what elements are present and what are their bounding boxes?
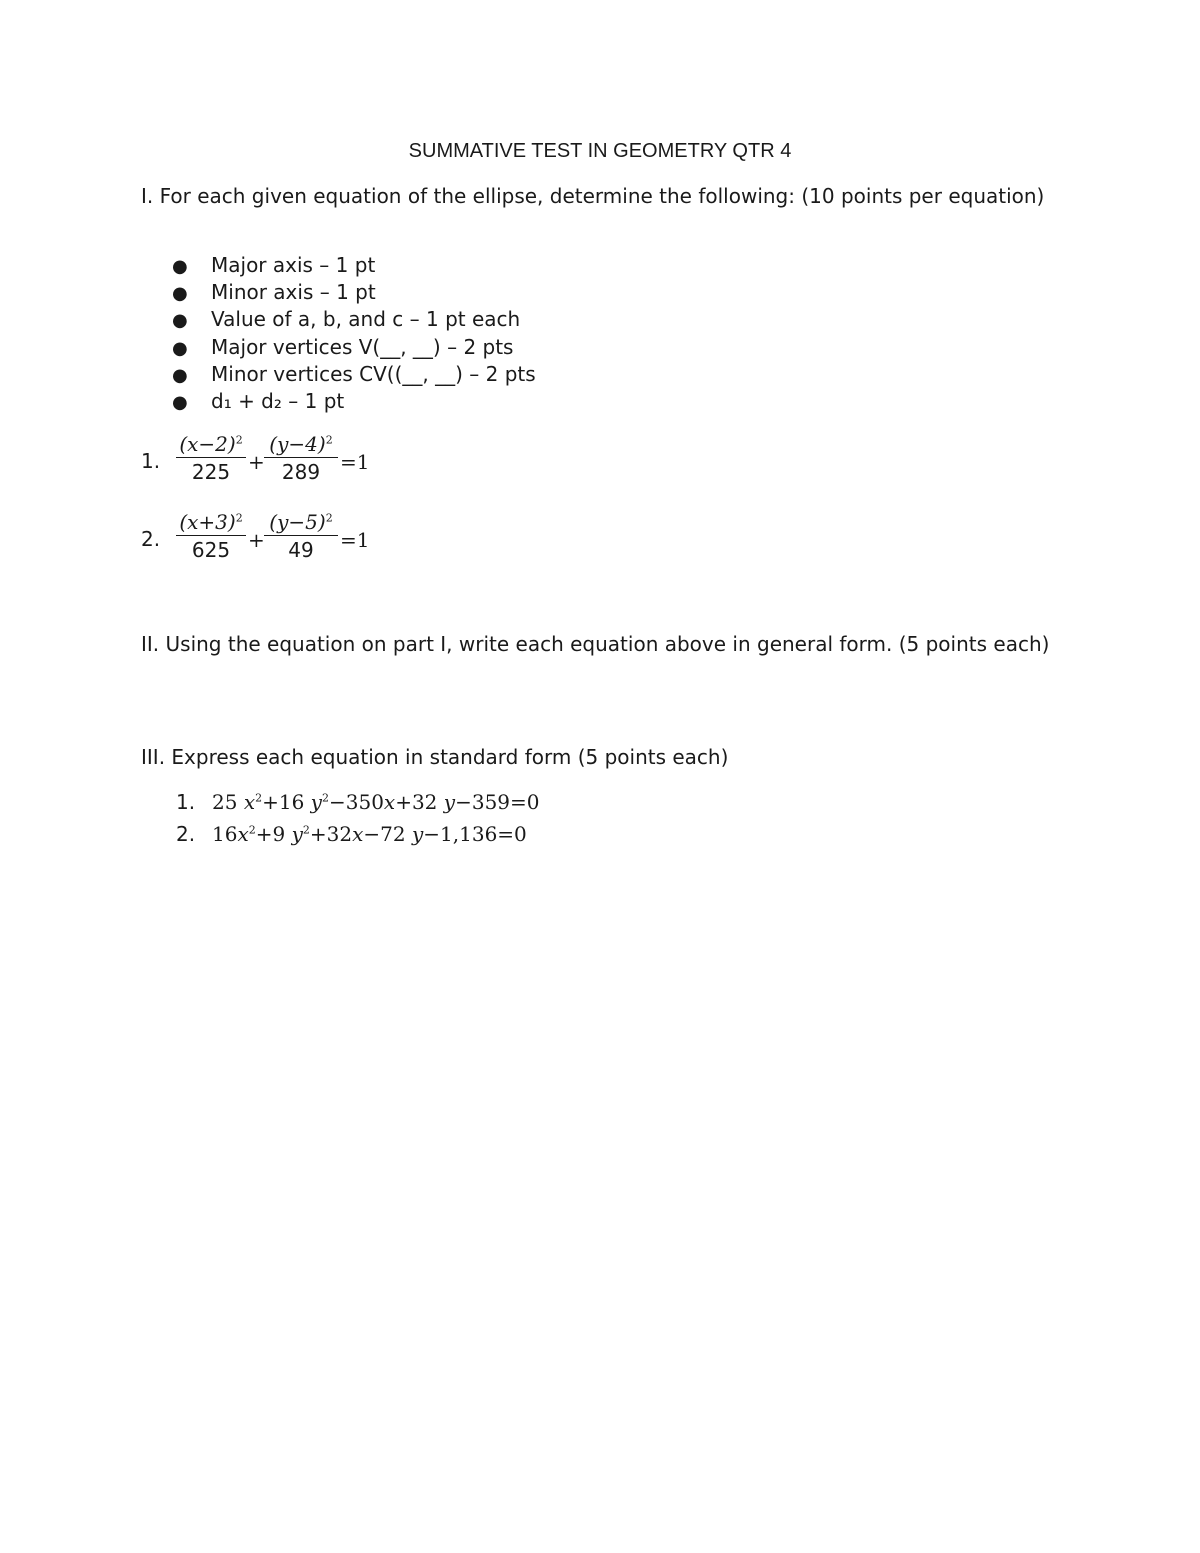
list-item: ● Major vertices V(__, __) – 2 pts [172, 334, 536, 361]
bullet-icon: ● [172, 337, 188, 359]
bullet-icon: ● [172, 310, 188, 332]
fraction-x-term: $\frac{(x-2)^2}{225}$ [176, 432, 246, 484]
list-item: ● d₁ + d₂ – 1 pt [172, 388, 536, 415]
part2-instruction: II. Using the equation on part I, write each equation above in general form. (5 points each) [141, 632, 1050, 656]
list-item: ● Minor vertices CV((__, __) – 2 pts [172, 361, 536, 388]
fraction-y-term: $\frac{(y-4)^2}{289}$ [264, 432, 338, 484]
bullet-icon: ● [172, 256, 188, 277]
equation-number: 1. [141, 449, 161, 473]
list-item: ● Major axis – 1 pt [172, 252, 536, 279]
plus-sign: + [248, 528, 265, 552]
plus-sign: + [248, 450, 265, 474]
page-title: SUMMATIVE TEST IN GEOMETRY QTR 4 [408, 140, 792, 162]
fraction-y-term: $\frac{(y-5)^2}{49}$ [264, 510, 338, 562]
general-equation-1: 1. 25 $x^2+16$ $y^2-350x+32$ y−359=0 [176, 790, 540, 814]
bullet-icon: ● [172, 364, 188, 386]
part1-instruction: I. For each given equation of the ellipse, determine the following: (10 points per equation) [141, 184, 1045, 208]
equals-one: =1 [340, 450, 370, 474]
list-item: ● Minor axis – 1 pt [172, 279, 536, 306]
fraction-x-term: $\frac{(x+3)^2}{625}$ [176, 510, 246, 562]
part3-instruction: III. Express each equation in standard form (5 points each) [141, 745, 729, 769]
list-item: ● Value of a, b, and c – 1 pt each [172, 306, 536, 333]
bullet-icon: ● [172, 283, 188, 305]
general-equation-2: 2. $16x^2+9$ $y^2+32x-72$ y−1,136=0 [176, 822, 527, 846]
equals-one: =1 [340, 528, 370, 552]
equation-number: 2. [141, 527, 161, 551]
criteria-list [172, 252, 536, 415]
bullet-icon: ● [172, 391, 188, 413]
